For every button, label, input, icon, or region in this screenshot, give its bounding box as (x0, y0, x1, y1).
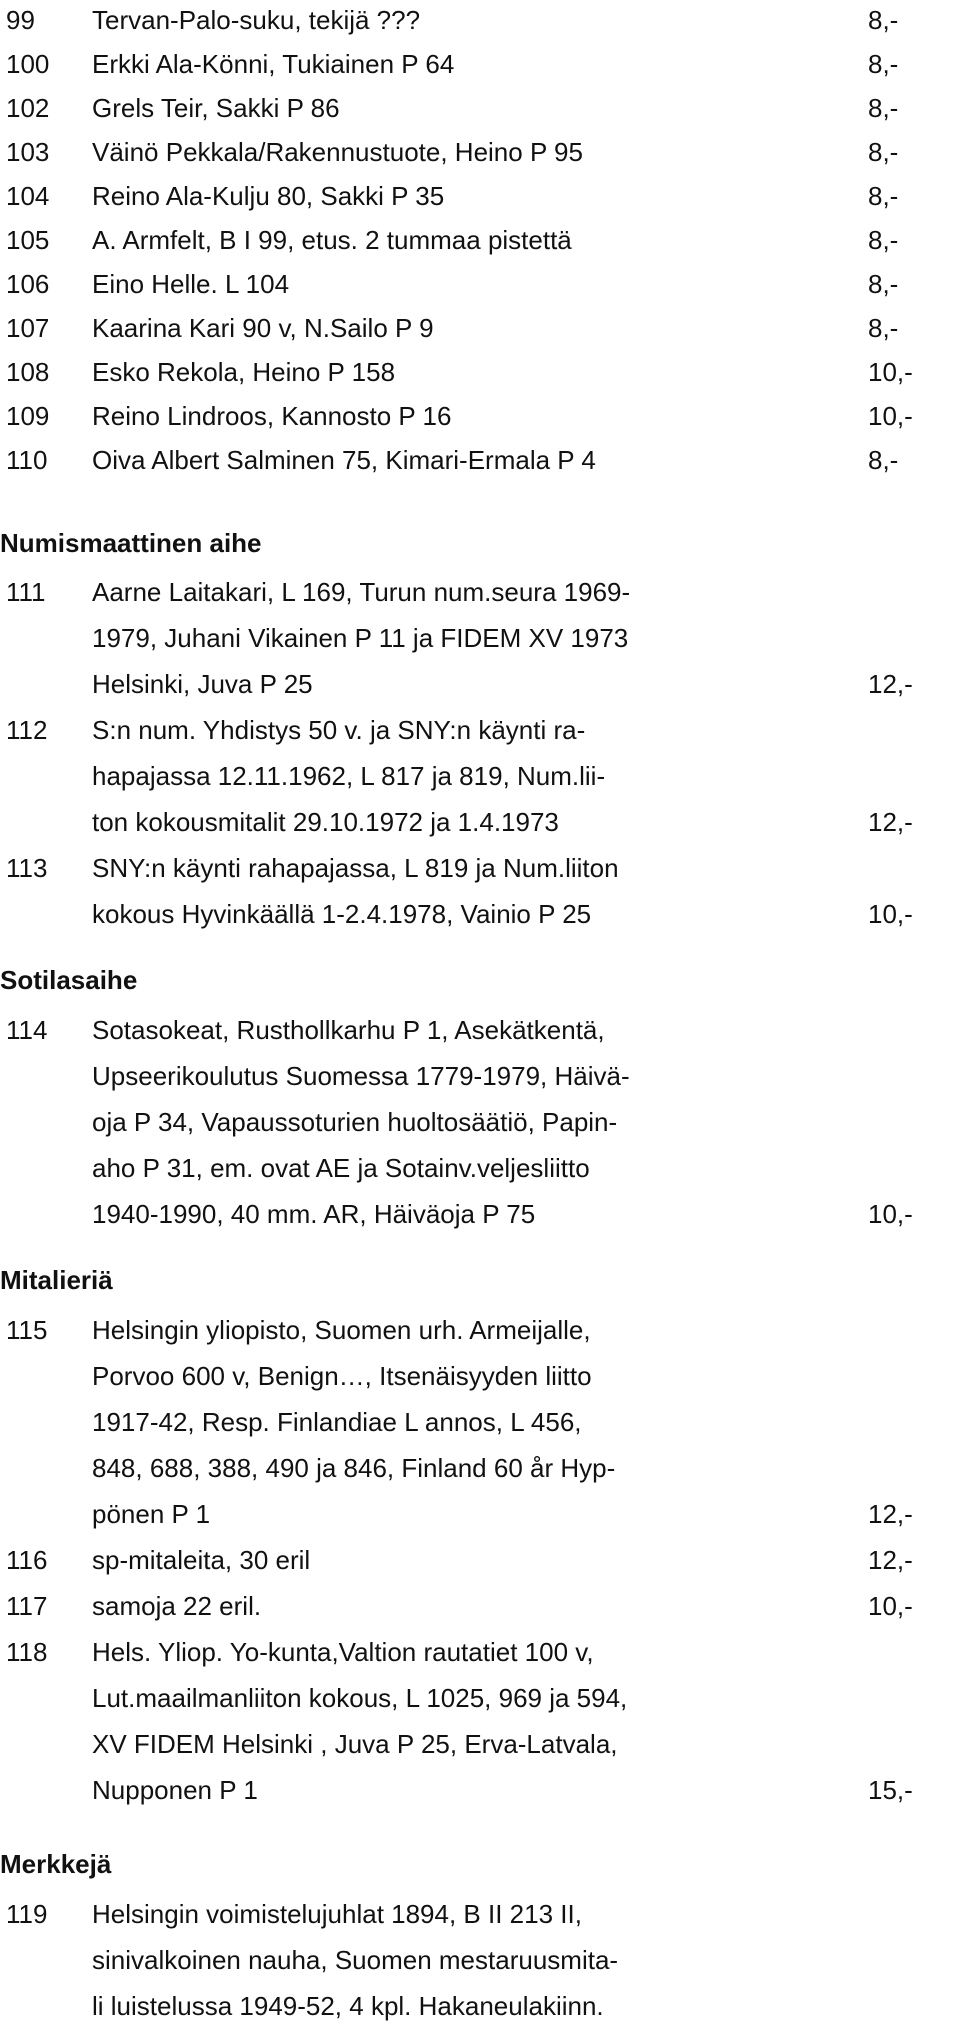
item-description: XV FIDEM Helsinki , Juva P 25, Erva-Latvala, (92, 1729, 618, 1759)
item-price: 10,- (868, 401, 913, 431)
item-description: hapajassa 12.11.1962, L 817 ja 819, Num.lii- (92, 761, 606, 791)
item-description: Erkki Ala-Könni, Tukiainen P 64 (92, 49, 455, 79)
item-number: 106 (6, 269, 50, 299)
item-price: 8,- (868, 49, 899, 79)
item-number: 113 (6, 853, 48, 883)
list-item-continuation (0, 1194, 960, 1234)
list-item-continuation (0, 1448, 960, 1488)
item-price: 8,- (868, 313, 899, 343)
item-number: 118 (6, 1637, 48, 1667)
item-price: 8,- (868, 269, 899, 299)
item-number: 119 (6, 1899, 48, 1929)
item-number: 111 (6, 577, 46, 607)
item-description: 1917-42, Resp. Finlandiae L annos, L 456, (92, 1407, 582, 1437)
item-price: 10,- (868, 899, 913, 929)
item-description: SNY:n käynti rahapajassa, L 819 ja Num.liiton (92, 853, 619, 883)
item-number: 103 (6, 137, 50, 167)
item-number: 114 (6, 1015, 48, 1045)
item-description: Helsingin yliopisto, Suomen urh. Armeijalle, (92, 1315, 591, 1345)
item-number: 105 (6, 225, 50, 255)
list-item (0, 1010, 960, 1050)
item-description: A. Armfelt, B I 99, etus. 2 tummaa pistettä (92, 225, 572, 255)
item-number: 109 (6, 401, 50, 431)
item-description: oja P 34, Vapaussoturien huoltosäätiö, Papin- (92, 1107, 618, 1137)
item-description: Upseerikoulutus Suomessa 1779-1979, Häivä- (92, 1061, 630, 1091)
list-item (0, 0, 960, 40)
list-item-continuation (0, 1494, 960, 1534)
item-price: 10,- (868, 357, 913, 387)
list-item (0, 1310, 960, 1350)
list-item-continuation (0, 1056, 960, 1096)
list-item (0, 44, 960, 84)
list-item (0, 710, 960, 750)
list-item-continuation (0, 802, 960, 842)
item-description: Väinö Pekkala/Rakennustuote, Heino P 95 (92, 137, 583, 167)
section-heading-badges: Merkkejä (0, 1849, 112, 1879)
list-item (0, 176, 960, 216)
item-price: 12,- (868, 1499, 913, 1529)
item-price: 12,- (868, 669, 913, 699)
item-description: sp-mitaleita, 30 eril (92, 1545, 311, 1575)
list-item-continuation (0, 664, 960, 704)
list-item (0, 88, 960, 128)
list-item (0, 1894, 960, 1934)
list-item-continuation (0, 1940, 960, 1980)
item-description: Eino Helle. L 104 (92, 269, 290, 299)
item-price: 15,- (868, 1775, 913, 1805)
item-description: samoja 22 eril. (92, 1591, 262, 1621)
item-description: Hels. Yliop. Yo-kunta,Valtion rautatiet 100 v, (92, 1637, 594, 1667)
list-item (0, 1540, 960, 1580)
item-description: aho P 31, em. ovat AE ja Sotainv.veljesliitto (92, 1153, 590, 1183)
list-item (0, 440, 960, 480)
list-item (0, 1632, 960, 1672)
list-item-continuation (0, 1148, 960, 1188)
list-item-continuation (0, 756, 960, 796)
item-description: Kaarina Kari 90 v, N.Sailo P 9 (92, 313, 434, 343)
list-item-continuation (0, 1770, 960, 1810)
item-price: 12,- (868, 807, 913, 837)
list-item-continuation (0, 1678, 960, 1718)
item-description: sinivalkoinen nauha, Suomen mestaruusmita- (92, 1945, 619, 1975)
item-description: Reino Ala-Kulju 80, Sakki P 35 (92, 181, 445, 211)
item-description: Esko Rekola, Heino P 158 (92, 357, 396, 387)
list-item (0, 396, 960, 436)
item-description: Aarne Laitakari, L 169, Turun num.seura 1969- (92, 577, 631, 607)
list-item (0, 264, 960, 304)
list-item (0, 1586, 960, 1626)
list-item (0, 572, 960, 612)
item-description: Nupponen P 1 (92, 1775, 258, 1805)
item-price: 10,- (868, 1199, 913, 1229)
item-price: 8,- (868, 5, 899, 35)
item-description: Oiva Albert Salminen 75, Kimari-Ermala P 4 (92, 445, 596, 475)
item-price: 8,- (868, 181, 899, 211)
item-number: 117 (6, 1591, 48, 1621)
item-description: Porvoo 600 v, Benign…, Itsenäisyyden liitto (92, 1361, 592, 1391)
item-number: 102 (6, 93, 50, 123)
item-number: 104 (6, 181, 50, 211)
item-description: 1940-1990, 40 mm. AR, Häiväoja P 75 (92, 1199, 536, 1229)
item-description: Helsinki, Juva P 25 (92, 669, 313, 699)
list-item-continuation (0, 894, 960, 934)
item-description: 1979, Juhani Vikainen P 11 ja FIDEM XV 1973 (92, 623, 629, 653)
list-item (0, 352, 960, 392)
item-description: ton kokousmitalit 29.10.1972 ja 1.4.1973 (92, 807, 559, 837)
item-description: Tervan-Palo-suku, tekijä ??? (92, 5, 421, 35)
item-description: Reino Lindroos, Kannosto P 16 (92, 401, 452, 431)
item-number: 112 (6, 715, 48, 745)
list-item (0, 308, 960, 348)
item-description: Helsingin voimistelujuhlat 1894, B II 213 II, (92, 1899, 582, 1929)
item-number: 110 (6, 445, 48, 475)
list-item-continuation (0, 1356, 960, 1396)
list-item (0, 220, 960, 260)
list-item-continuation (0, 1402, 960, 1442)
item-description: Grels Teir, Sakki P 86 (92, 93, 340, 123)
item-description: kokous Hyvinkäällä 1-2.4.1978, Vainio P 25 (92, 899, 592, 929)
item-price: 8,- (868, 225, 899, 255)
item-description: li luistelussa 1949-52, 4 kpl. Hakaneulakiinn. (92, 1991, 604, 2021)
item-price: 10,- (868, 1591, 913, 1621)
item-price: 8,- (868, 93, 899, 123)
item-number: 108 (6, 357, 50, 387)
list-item (0, 132, 960, 172)
list-item (0, 848, 960, 888)
list-item-continuation (0, 618, 960, 658)
item-description: 848, 688, 388, 490 ja 846, Finland 60 år Hyp- (92, 1453, 616, 1483)
item-number: 100 (6, 49, 50, 79)
section-heading-medal-lots: Mitalieriä (0, 1265, 113, 1295)
item-description: S:n num. Yhdistys 50 v. ja SNY:n käynti ra- (92, 715, 586, 745)
section-heading-military: Sotilasaihe (0, 965, 138, 995)
list-item-continuation (0, 1102, 960, 1142)
item-number: 116 (6, 1545, 48, 1575)
item-number: 107 (6, 313, 50, 343)
item-price: 8,- (868, 137, 899, 167)
list-item-continuation (0, 1724, 960, 1764)
item-description: pönen P 1 (92, 1499, 211, 1529)
item-price: 12,- (868, 1545, 913, 1575)
item-price: 8,- (868, 445, 899, 475)
item-description: Lut.maailmanliiton kokous, L 1025, 969 ja 594, (92, 1683, 628, 1713)
item-number: 115 (6, 1315, 48, 1345)
section-heading-numismatic: Numismaattinen aihe (0, 528, 262, 558)
item-description: Sotasokeat, Rusthollkarhu P 1, Asekätkentä, (92, 1015, 605, 1045)
list-item-continuation (0, 1986, 960, 2026)
item-number: 99 (6, 5, 35, 35)
